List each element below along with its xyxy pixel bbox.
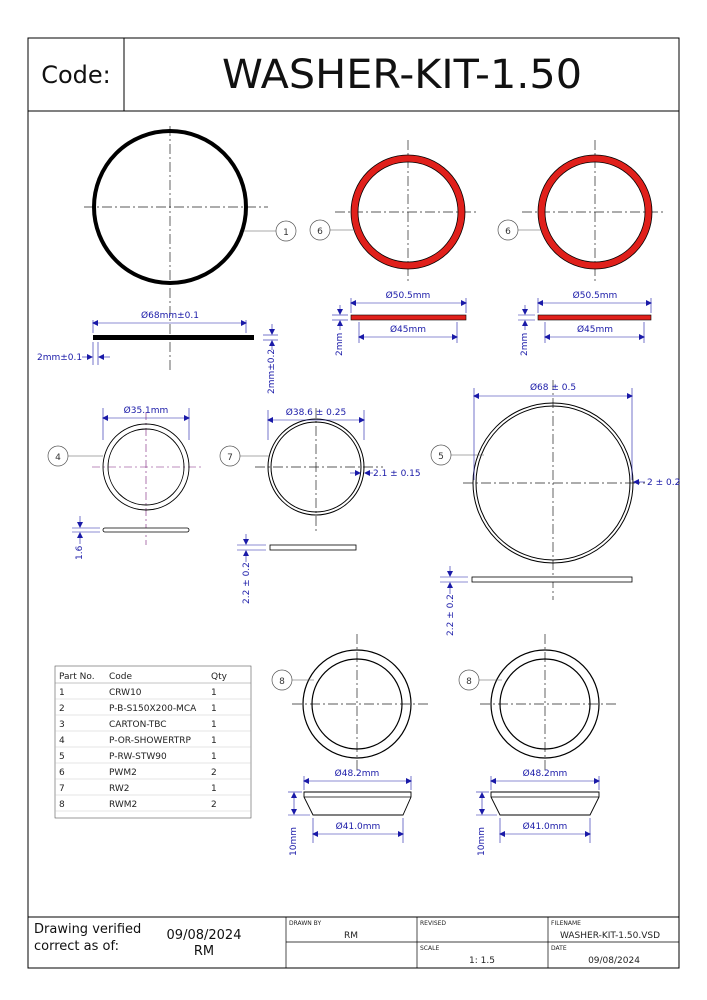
part-4-side-view <box>103 528 189 532</box>
dim-part-4-diameter: Ø35.1mm <box>123 406 169 416</box>
drawn-by-label: DRAWN BY <box>289 920 322 927</box>
filename-value: WASHER-KIT-1.50.VSD <box>559 931 661 941</box>
table-cell: 1 <box>211 752 217 762</box>
table-cell: CARTON-TBC <box>109 720 167 730</box>
table-header-qty: Qty <box>211 672 227 682</box>
table-cell: 2 <box>211 768 217 778</box>
scale-label: SCALE <box>420 945 440 952</box>
scale-value: 1: 1.5 <box>469 956 495 966</box>
drawn-by-value: RM <box>343 931 359 941</box>
table-cell: 1 <box>59 688 65 698</box>
callout-6b: 6 <box>505 227 511 237</box>
dim-part-1-thickness: 2mm±0.1 <box>37 353 83 363</box>
part-8a-ring-washer <box>272 634 428 856</box>
dim-part-6b-outer: Ø50.5mm <box>572 291 618 301</box>
verified-date: 09/08/2024 <box>166 928 242 943</box>
title-block <box>28 917 679 968</box>
verified-line-1: Drawing verified <box>34 922 142 937</box>
table-cell: P-B-S150X200-MCA <box>109 704 197 714</box>
table-cell: 1 <box>211 704 217 714</box>
part-7-side-view <box>270 545 356 550</box>
dim-part-6a-inner: Ø45mm <box>389 325 427 335</box>
header <box>28 38 679 111</box>
dim-part-5-width: 2 ± 0.2 <box>647 478 681 488</box>
dim-part-6b-thickness: 2mm <box>520 332 530 356</box>
table-cell: 4 <box>59 736 65 746</box>
dim-part-1-diameter: Ø68mm±0.1 <box>141 311 199 321</box>
part-6b-red-washer <box>498 140 665 356</box>
revised-label: REVISED <box>420 920 447 927</box>
part-5-side-view <box>472 577 632 582</box>
table-cell: 3 <box>59 720 65 730</box>
dim-part-8a-thickness: 10mm <box>289 827 299 856</box>
date-label: DATE <box>551 945 567 952</box>
dim-part-6a-outer: Ø50.5mm <box>385 291 431 301</box>
table-cell: RW2 <box>109 784 130 794</box>
dim-part-8a-outer: Ø48.2mm <box>334 769 380 779</box>
table-cell: 1 <box>211 720 217 730</box>
part-7-ring-washer <box>220 407 421 604</box>
table-cell: 1 <box>211 784 217 794</box>
dim-part-6b-inner: Ø45mm <box>576 325 614 335</box>
part-8a-side-view <box>304 792 411 815</box>
part-6a-side-view <box>351 315 466 320</box>
table-cell: CRW10 <box>109 688 142 698</box>
table-cell: 5 <box>59 752 65 762</box>
callout-8a: 8 <box>279 677 285 687</box>
part-8b-ring-washer <box>459 634 616 856</box>
dim-part-5-diameter: Ø68 ± 0.5 <box>529 383 577 393</box>
verified-line-2: correct as of: <box>34 939 119 954</box>
code-label: Code: <box>41 61 111 89</box>
table-cell: 1 <box>211 688 217 698</box>
dim-part-8b-outer: Ø48.2mm <box>522 769 568 779</box>
dim-part-7-width: 2.1 ± 0.15 <box>373 469 421 479</box>
part-1-washer <box>37 126 296 394</box>
callout-4: 4 <box>55 453 61 463</box>
dim-part-8b-thickness: 10mm <box>477 827 487 856</box>
callout-6a: 6 <box>317 227 323 237</box>
date-value: 09/08/2024 <box>588 956 640 966</box>
verified-by: RM <box>193 944 215 959</box>
table-cell: 2 <box>59 704 65 714</box>
callout-5: 5 <box>438 452 444 462</box>
dim-part-5-thickness: 2.2 ± 0.2 <box>446 594 456 636</box>
callout-8b: 8 <box>466 677 472 687</box>
table-cell: 2 <box>211 800 217 810</box>
dim-part-6a-thickness: 2mm <box>335 332 345 356</box>
part-1-side-view <box>93 335 254 340</box>
part-4-oring <box>48 405 202 560</box>
filename-label: FILENAME <box>551 920 581 927</box>
table-cell: 1 <box>211 736 217 746</box>
table-cell: 7 <box>59 784 65 794</box>
table-header-code: Code <box>109 672 133 682</box>
table-cell: PWM2 <box>109 768 137 778</box>
part-6a-red-washer <box>310 140 478 356</box>
callout-7: 7 <box>227 453 233 463</box>
dim-part-1-thickness-vertical: 2mm±0.2 <box>267 348 277 394</box>
code-value: WASHER-KIT-1.50 <box>222 52 582 98</box>
dim-part-8b-inner: Ø41.0mm <box>522 822 568 832</box>
part-8b-side-view <box>491 792 599 815</box>
callout-1: 1 <box>283 228 289 238</box>
dim-part-7-diameter: Ø38.6 ± 0.25 <box>285 408 347 418</box>
dim-part-7-thickness: 2.2 ± 0.2 <box>242 562 252 604</box>
table-header-part: Part No. <box>59 672 95 682</box>
part-6b-side-view <box>538 315 651 320</box>
table-cell: 6 <box>59 768 65 778</box>
table-cell: 8 <box>59 800 65 810</box>
dim-part-4-thickness: 1.6 <box>75 545 85 560</box>
dim-part-8a-inner: Ø41.0mm <box>335 822 381 832</box>
table-cell: P-OR-SHOWERTRP <box>109 736 191 746</box>
table-cell: RWM2 <box>109 800 138 810</box>
table-cell: P-RW-STW90 <box>109 752 167 762</box>
parts-table <box>55 666 251 818</box>
part-5-large-ring <box>431 380 680 636</box>
